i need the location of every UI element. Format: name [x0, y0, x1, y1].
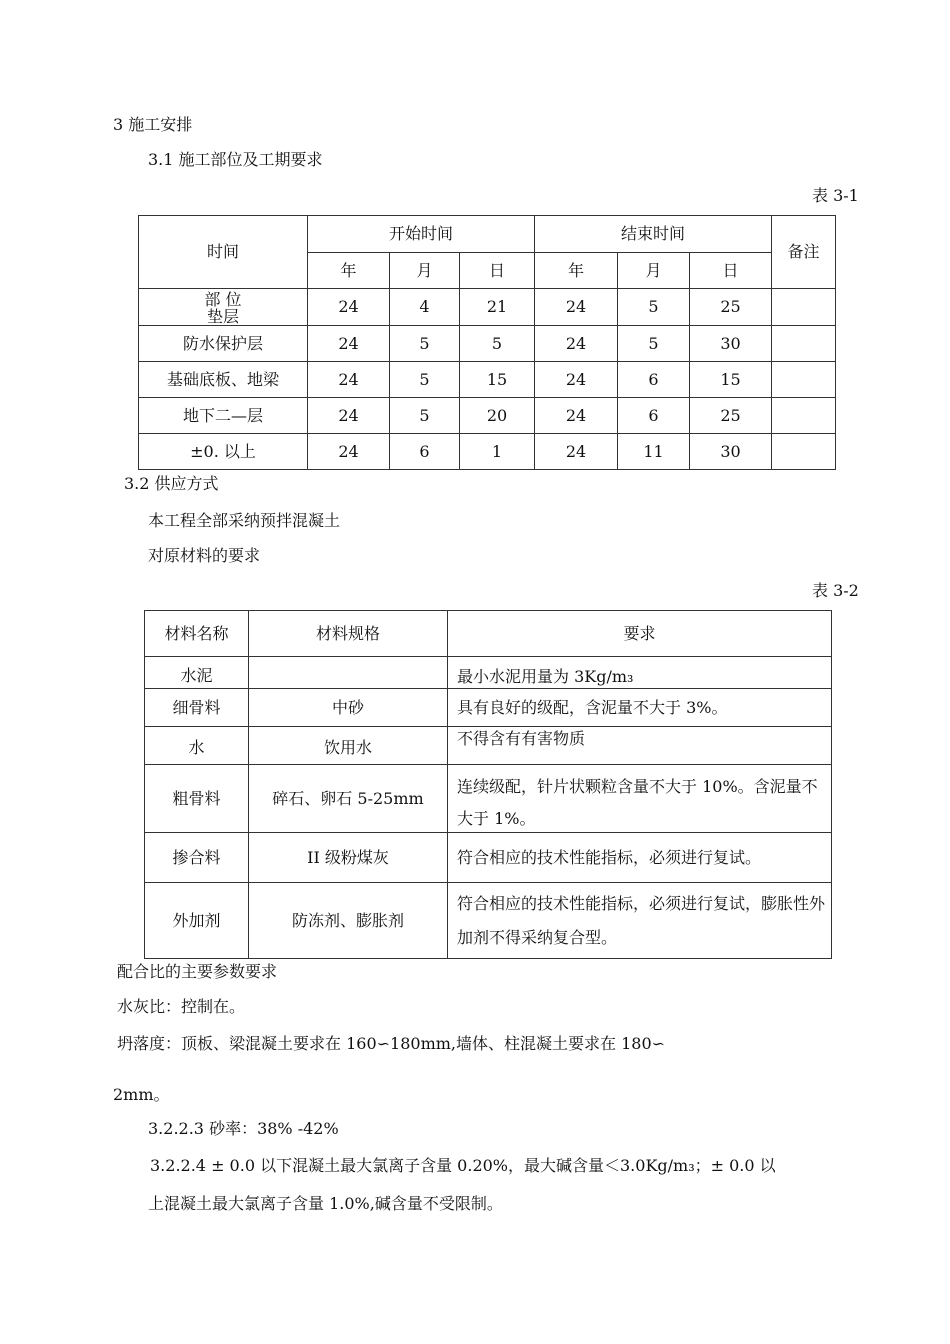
- material-requirement: 不得含有有害物质: [448, 727, 832, 765]
- start-day: 20: [460, 398, 535, 434]
- subheader: 日: [690, 253, 772, 289]
- material-name: 外加剂: [145, 883, 249, 959]
- end-month: 5: [618, 289, 690, 326]
- part-cell: 基础底板、地梁: [139, 362, 308, 398]
- material-spec: II 级粉煤灰: [249, 833, 448, 883]
- start-month: 6: [390, 434, 460, 470]
- end-month: 6: [618, 362, 690, 398]
- remark-cell: [772, 398, 836, 434]
- end-month: 5: [618, 326, 690, 362]
- body-text: 坍落度：顶板、梁混凝土要求在 160∽180mm,墙体、柱混凝土要求在 180∽: [117, 1034, 666, 1053]
- material-requirement: 符合相应的技术性能指标，必须进行复试。: [448, 833, 832, 883]
- body-text: 2mm。: [113, 1085, 170, 1104]
- subsection-heading: 配合比的主要参数要求: [117, 962, 278, 981]
- start-day: 5: [460, 326, 535, 362]
- schedule-table: [138, 215, 836, 470]
- materials-table: [144, 610, 832, 959]
- material-name: 细骨料: [145, 689, 249, 727]
- body-text: 上混凝土最大氯离子含量 1.0%,碱含量不受限制。: [148, 1194, 503, 1213]
- remark-cell: [772, 362, 836, 398]
- end-year: 24: [535, 362, 618, 398]
- start-day: 1: [460, 434, 535, 470]
- start-month: 5: [390, 326, 460, 362]
- table-row: [145, 883, 832, 959]
- material-requirement: 具有良好的级配，含泥量不大于 3%。: [448, 689, 832, 727]
- remark-cell: [772, 326, 836, 362]
- start-year: 24: [308, 398, 390, 434]
- end-day: 15: [690, 362, 772, 398]
- material-spec: 饮用水: [249, 727, 448, 765]
- subsection-heading: 3.1 施工部位及工期要求: [148, 150, 323, 169]
- table-row: [139, 289, 836, 326]
- end-month: 6: [618, 398, 690, 434]
- table-row: [139, 398, 836, 434]
- end-day: 30: [690, 326, 772, 362]
- start-year: 24: [308, 289, 390, 326]
- table-row: [139, 434, 836, 470]
- end-year: 24: [535, 289, 618, 326]
- material-spec: 碎石、卵石 5-25mm: [249, 765, 448, 833]
- subheader: 年: [535, 253, 618, 289]
- remark-cell: [772, 289, 836, 326]
- start-year: 24: [308, 326, 390, 362]
- body-text: 水灰比：控制在。: [117, 997, 246, 1016]
- start-day: 15: [460, 362, 535, 398]
- subheader: 年: [308, 253, 390, 289]
- start-year: 24: [308, 362, 390, 398]
- remark-cell: [772, 434, 836, 470]
- table-row: [145, 727, 832, 765]
- body-text: 对原材料的要求: [148, 546, 261, 565]
- table-label: 表 3-2: [812, 581, 859, 600]
- end-day: 30: [690, 434, 772, 470]
- start-month: 4: [390, 289, 460, 326]
- subheader: 日: [460, 253, 535, 289]
- material-requirement: 符合相应的技术性能指标，必须进行复试，膨胀性外加剂不得采纳复合型。: [448, 883, 832, 959]
- start-year: 24: [308, 434, 390, 470]
- column-header: 材料名称: [145, 611, 249, 657]
- body-text: 3.2.2.4 ± 0.0 以下混凝土最大氯离子含量 0.20%，最大碱含量＜3.0Kg/m₃；± 0.0 以: [150, 1156, 776, 1175]
- table-row: [145, 689, 832, 727]
- material-spec: 防冻剂、膨胀剂: [249, 883, 448, 959]
- subheader: 月: [390, 253, 460, 289]
- part-cell: ±0. 以上: [139, 434, 308, 470]
- table-label: 表 3-1: [812, 186, 859, 205]
- table-row: [145, 765, 832, 833]
- end-year: 24: [535, 434, 618, 470]
- table-row: [139, 326, 836, 362]
- part-cell: 防水保护层: [139, 326, 308, 362]
- table-row: [145, 657, 832, 689]
- end-year: 24: [535, 326, 618, 362]
- table-row: [139, 362, 836, 398]
- material-name: 掺合料: [145, 833, 249, 883]
- body-text: 3.2.2.3 砂率：38% -42%: [148, 1119, 339, 1138]
- remark-header: 备注: [772, 216, 836, 289]
- end-day: 25: [690, 398, 772, 434]
- material-requirement: 连续级配，针片状颗粒含量不大于 10%。含泥量不大于 1%。: [448, 765, 832, 833]
- column-header: 材料规格: [249, 611, 448, 657]
- part-label: 部 位: [204, 290, 242, 309]
- material-requirement: 最小水泥用量为 3Kg/m₃: [448, 657, 832, 689]
- end-day: 25: [690, 289, 772, 326]
- end-year: 24: [535, 398, 618, 434]
- start-month: 5: [390, 362, 460, 398]
- material-name: 粗骨料: [145, 765, 249, 833]
- material-name: 水: [145, 727, 249, 765]
- material-name: 水泥: [145, 657, 249, 689]
- material-spec: [249, 657, 448, 689]
- start-month: 5: [390, 398, 460, 434]
- start-header: 开始时间: [308, 216, 535, 253]
- subsection-heading: 3.2 供应方式: [124, 474, 219, 493]
- start-day: 21: [460, 289, 535, 326]
- table-row: [145, 833, 832, 883]
- material-spec: 中砂: [249, 689, 448, 727]
- corner-header: 时间: [139, 216, 308, 289]
- part-cell: [139, 289, 308, 326]
- part-cell: 地下二—层: [139, 398, 308, 434]
- body-text: 本工程全部采纳预拌混凝土: [148, 511, 341, 530]
- part-name: 垫层: [206, 307, 239, 325]
- end-header: 结束时间: [535, 216, 772, 253]
- section-heading: 3 施工安排: [113, 115, 193, 134]
- subheader: 月: [618, 253, 690, 289]
- column-header: 要求: [448, 611, 832, 657]
- end-month: 11: [618, 434, 690, 470]
